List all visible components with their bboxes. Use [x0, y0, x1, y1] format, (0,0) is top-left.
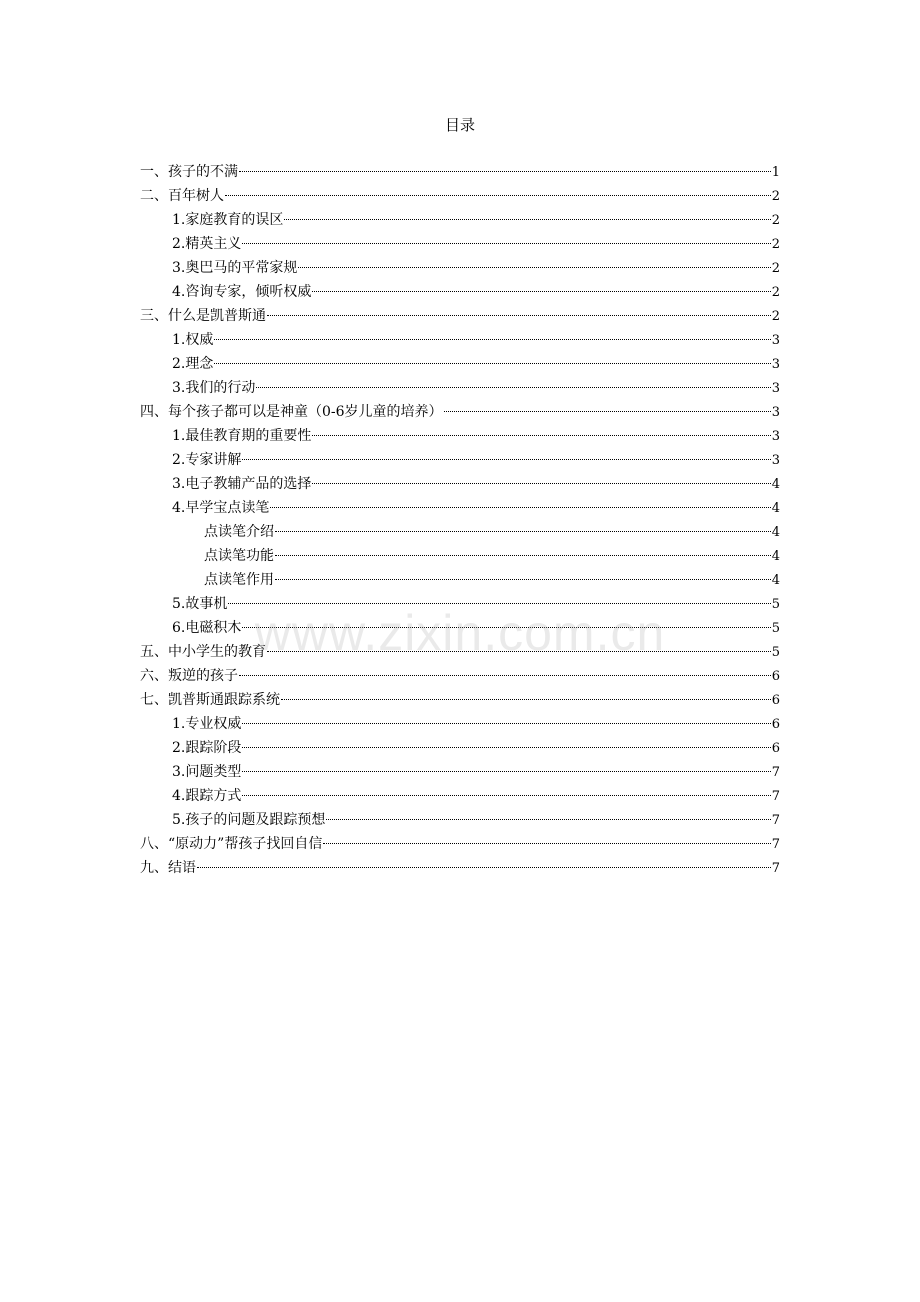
toc-dot-leader	[326, 819, 770, 820]
toc-page-number: 6	[771, 717, 780, 732]
toc-dot-leader	[267, 315, 771, 316]
toc-entry-text: 八、“原动力”帮孩子找回自信	[140, 836, 323, 852]
toc-dot-leader	[228, 603, 770, 604]
toc-dot-leader	[242, 771, 770, 772]
toc-entry-text: 3.奥巴马的平常家规	[172, 260, 298, 276]
toc-dot-leader	[239, 171, 771, 172]
toc-entry-text: 2.精英主义	[172, 236, 242, 252]
toc-entry[interactable]	[140, 232, 780, 256]
toc-entry-text: 2.理念	[172, 356, 214, 372]
toc-page-number: 3	[771, 381, 780, 396]
toc-page-number: 6	[771, 741, 780, 756]
toc-dot-leader	[214, 339, 770, 340]
toc-page-number: 2	[771, 309, 780, 324]
toc-page-number: 7	[771, 837, 780, 852]
toc-entry-text: 4.跟踪方式	[172, 788, 242, 804]
toc-dot-leader	[312, 435, 770, 436]
toc-dot-leader	[239, 675, 771, 676]
toc-dot-leader	[242, 627, 770, 628]
toc-entry[interactable]	[140, 592, 780, 616]
toc-page-number: 3	[771, 405, 780, 420]
toc-dot-leader	[225, 195, 771, 196]
toc-page-number: 4	[771, 501, 780, 516]
toc-dot-leader	[242, 723, 770, 724]
toc-dot-leader	[284, 219, 770, 220]
table-of-contents	[140, 160, 780, 880]
toc-title: 目录	[444, 116, 475, 134]
toc-dot-leader	[197, 867, 771, 868]
toc-page-number: 6	[771, 669, 780, 684]
toc-dot-leader	[323, 843, 770, 844]
toc-entry-text: 4.早学宝点读笔	[172, 500, 270, 516]
toc-entry-text: 五、中小学生的教育	[140, 644, 266, 660]
toc-entry[interactable]	[140, 472, 780, 496]
toc-entry[interactable]	[140, 496, 780, 520]
toc-entry[interactable]	[140, 784, 780, 808]
toc-entry-text: 点读笔作用	[204, 572, 274, 588]
toc-entry[interactable]	[140, 664, 780, 688]
toc-page-number: 7	[771, 789, 780, 804]
toc-dot-leader	[267, 651, 771, 652]
toc-entry[interactable]	[140, 568, 780, 592]
toc-page-number: 2	[771, 285, 780, 300]
toc-entry[interactable]	[140, 688, 780, 712]
toc-entry[interactable]	[140, 856, 780, 880]
toc-dot-leader	[242, 747, 770, 748]
toc-dot-leader	[214, 363, 770, 364]
toc-page-number: 7	[771, 861, 780, 876]
toc-entry-text: 四、每个孩子都可以是神童（0-6岁儿童的培养）	[140, 404, 443, 420]
toc-entry[interactable]	[140, 160, 780, 184]
toc-dot-leader	[281, 699, 771, 700]
toc-dot-leader	[242, 795, 770, 796]
toc-entry-text: 4.咨询专家，倾听权威	[172, 284, 312, 300]
toc-dot-leader	[275, 531, 771, 532]
toc-page-number: 5	[771, 621, 780, 636]
toc-dot-leader	[242, 243, 770, 244]
toc-page-number: 5	[771, 597, 780, 612]
toc-entry[interactable]	[140, 400, 780, 424]
toc-entry[interactable]	[140, 328, 780, 352]
toc-page-number: 5	[771, 645, 780, 660]
toc-entry-text: 二、百年树人	[140, 188, 224, 204]
toc-entry[interactable]	[140, 304, 780, 328]
toc-dot-leader	[444, 411, 771, 412]
toc-entry-text: 3.我们的行动	[172, 380, 256, 396]
toc-entry[interactable]	[140, 712, 780, 736]
toc-page-number: 7	[771, 813, 780, 828]
toc-entry-text: 一、孩子的不满	[140, 164, 238, 180]
toc-entry[interactable]	[140, 208, 780, 232]
toc-dot-leader	[312, 483, 770, 484]
toc-page-number: 4	[771, 477, 780, 492]
toc-dot-leader	[312, 291, 770, 292]
watermark: www.zixin.com.cn	[254, 605, 666, 661]
toc-entry[interactable]	[140, 184, 780, 208]
toc-entry-text: 三、什么是凯普斯通	[140, 308, 266, 324]
toc-entry[interactable]	[140, 424, 780, 448]
toc-page-number: 3	[771, 453, 780, 468]
toc-entry[interactable]	[140, 736, 780, 760]
toc-entry-text: 点读笔功能	[204, 548, 274, 564]
toc-entry[interactable]	[140, 520, 780, 544]
toc-entry[interactable]	[140, 808, 780, 832]
toc-entry[interactable]	[140, 280, 780, 304]
toc-entry[interactable]	[140, 832, 780, 856]
toc-entry[interactable]	[140, 760, 780, 784]
toc-entry[interactable]	[140, 616, 780, 640]
toc-entry-text: 九、结语	[140, 860, 196, 876]
toc-entry-text: 3.问题类型	[172, 764, 242, 780]
toc-entry[interactable]	[140, 640, 780, 664]
toc-page-number: 1	[771, 165, 780, 180]
toc-dot-leader	[275, 579, 771, 580]
toc-entry[interactable]	[140, 352, 780, 376]
toc-dot-leader	[275, 555, 771, 556]
toc-entry[interactable]	[140, 544, 780, 568]
toc-entry-text: 1.最佳教育期的重要性	[172, 428, 312, 444]
toc-dot-leader	[256, 387, 770, 388]
toc-page-number: 3	[771, 357, 780, 372]
toc-entry-text: 5.故事机	[172, 596, 228, 612]
toc-page-number: 3	[771, 333, 780, 348]
toc-entry[interactable]	[140, 376, 780, 400]
toc-page-number: 4	[771, 549, 780, 564]
toc-page-number: 2	[771, 261, 780, 276]
toc-entry-text: 点读笔介绍	[204, 524, 274, 540]
toc-dot-leader	[242, 459, 770, 460]
toc-entry-text: 3.电子教辅产品的选择	[172, 476, 312, 492]
toc-page-number: 3	[771, 429, 780, 444]
toc-entry-text: 5.孩子的问题及跟踪预想	[172, 812, 326, 828]
toc-dot-leader	[270, 507, 770, 508]
toc-page-number: 4	[771, 573, 780, 588]
toc-entry[interactable]	[140, 256, 780, 280]
toc-dot-leader	[298, 267, 770, 268]
toc-page-number: 2	[771, 189, 780, 204]
toc-page-number: 2	[771, 237, 780, 252]
toc-entry-text: 6.电磁积木	[172, 620, 242, 636]
toc-page-number: 7	[771, 765, 780, 780]
toc-entry-text: 2.专家讲解	[172, 452, 242, 468]
toc-entry[interactable]	[140, 448, 780, 472]
toc-entry-text: 1.专业权威	[172, 716, 242, 732]
toc-entry-text: 六、叛逆的孩子	[140, 668, 238, 684]
toc-entry-text: 2.跟踪阶段	[172, 740, 242, 756]
toc-page-number: 4	[771, 525, 780, 540]
toc-entry-text: 七、凯普斯通跟踪系统	[140, 692, 280, 708]
toc-page-number: 6	[771, 693, 780, 708]
toc-entry-text: 1.权威	[172, 332, 214, 348]
toc-entry-text: 1.家庭教育的误区	[172, 212, 284, 228]
toc-page-number: 2	[771, 213, 780, 228]
